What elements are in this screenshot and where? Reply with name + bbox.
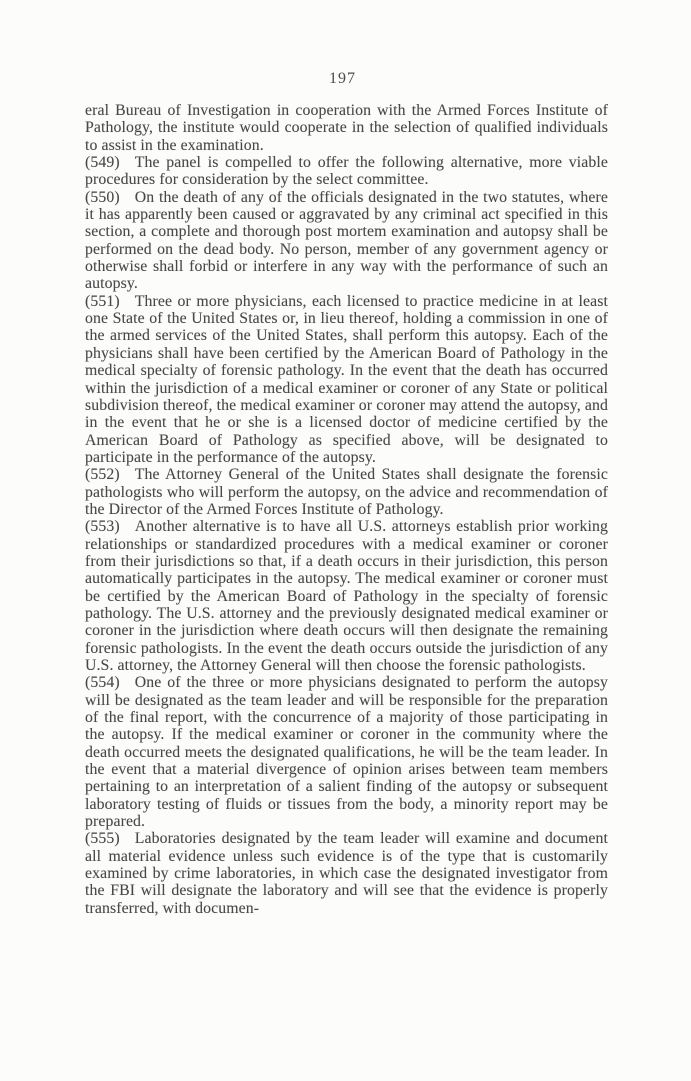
paragraph-555 [85, 830, 608, 917]
paragraph-text: Another alternative is to have all U.S. attorneys establish prior working relationships or standardized procedures with a medical examiner or coroner from their jurisdictions so that, if a death occurs in their jurisdiction, this person automatically participates in the autopsy. The medical examiner or coroner must be certified by the American Board of Pathology in the specialty of forensic pathology. The U.S. attorney and the previously designated medical examiner or coroner in the jurisdiction where death occurs will then designate the remaining forensic pathologists. In the event the death occurs outside the jurisdiction of any U.S. attorney, the Attorney General will then choose the forensic pathologists. [85, 518, 608, 674]
paragraph-number: (549) [85, 154, 120, 172]
paragraph-text: The panel is compelled to offer the following alternative, more viable procedures for consideration by the select committee. [85, 154, 608, 189]
paragraph-number: (554) [85, 674, 120, 692]
paragraph-text: Laboratories designated by the team leader will examine and document all material evidence unless such evidence is of the type that is customarily examined by crime laboratories, in which case the designated investigator from the FBI will designate the laboratory and will see that the evidence is properly transferred, with documen- [85, 830, 608, 917]
paragraph-text: The Attorney General of the United States shall designate the forensic pathologists who will perform the autopsy, on the advice and recommendation of the Director of the Armed Forces Institute of Pathology. [85, 466, 608, 518]
paragraph-553 [85, 518, 608, 674]
paragraph-number: (550) [85, 188, 120, 206]
paragraph-number: (555) [85, 830, 120, 848]
paragraph-text: eral Bureau of Investigation in cooperation with the Armed Forces Institute of Pathology, the institute would cooperate in the selection of qualified individuals to assist in the examination. [85, 102, 608, 154]
paragraph-text: Three or more physicians, each licensed to practice medicine in at least one State of the United States or, in lieu thereof, holding a commission in one of the armed services of the United States, shall perform this autopsy. Each of the physicians shall have been certified by the American Board of Pathology in the medical specialty of forensic pathology. In the event that the death has occurred within the jurisdiction of a medical examiner or coroner of any State or political subdivision thereof, the medical examiner or coroner may attend the autopsy, and in the event that he or she is a licensed doctor of medicine certified by the American Board of Pathology as specified above, will be designated to participate in the performance of the autopsy. [85, 292, 608, 466]
body-text [85, 102, 608, 917]
paragraph-text: On the death of any of the officials designated in the two statutes, where it has apparently been caused or aggravated by any criminal act specified in this section, a complete and thorough post mortem examination and autopsy shall be performed on the dead body. No person, member of any government agency or otherwise shall forbid or interfere in any way with the performance of such an autopsy. [85, 188, 608, 293]
page-number: 197 [329, 70, 356, 87]
paragraph-text: One of the three or more physicians designated to perform the autopsy will be designated as the team leader and will be responsible for the preparation of the final report, with the concurrence of a majority of those participating in the autopsy. If the medical examiner or coroner in the community where the death occurred meets the designated qualifications, he will be the team leader. In the event that a material divergence of opinion arises between team members pertaining to an interpretation of a salient finding of the autopsy or subsequent laboratory testing of fluids or tissues from the body, a minority report may be prepared. [85, 674, 608, 831]
paragraph-551 [85, 293, 608, 466]
paragraph-554 [85, 674, 608, 830]
paragraph-number: (553) [85, 518, 120, 536]
paragraph-552 [85, 466, 608, 518]
paragraph-number: (552) [85, 466, 120, 484]
paragraph-number: (551) [85, 292, 120, 310]
paragraph-continuation [85, 102, 608, 154]
paragraph-550 [85, 189, 608, 293]
paragraph-549 [85, 154, 608, 189]
